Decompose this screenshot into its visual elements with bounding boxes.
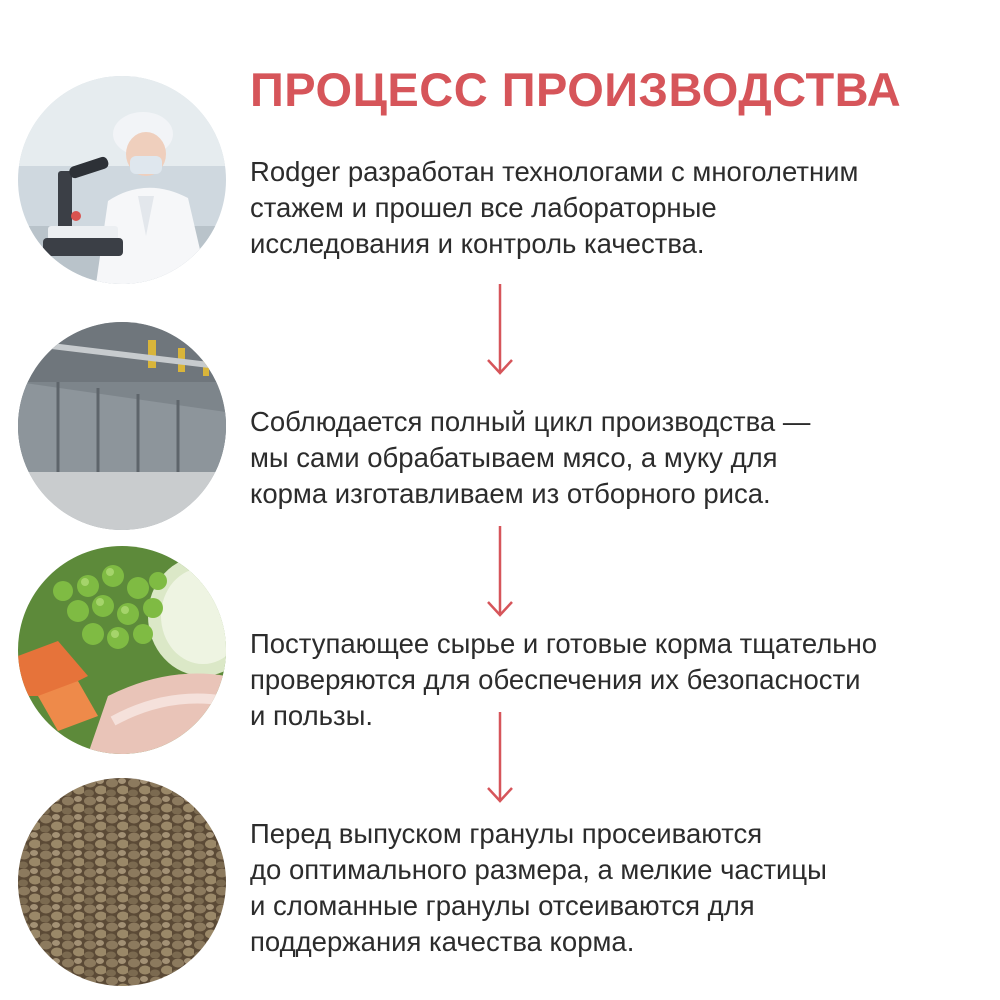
step-2-line-3: корма изготавливаем из отборного риса. bbox=[250, 478, 771, 509]
arrow-down-icon bbox=[486, 712, 514, 804]
step-4-line-2: до оптимального размера, а мелкие частицы bbox=[250, 854, 827, 885]
step-4-line-3: и сломанные гранулы отсеиваются для bbox=[250, 890, 755, 921]
step-3-text bbox=[250, 626, 985, 734]
step-3-line-3: и пользы. bbox=[250, 700, 373, 731]
step-2-line-1: Соблюдается полный цикл производства — bbox=[250, 406, 811, 437]
kibble-photo bbox=[18, 778, 226, 986]
step-3-line-2: проверяются для обеспечения их безопасности bbox=[250, 664, 861, 695]
step-1-line-3: исследования и контроль качества. bbox=[250, 228, 705, 259]
laboratory-photo bbox=[18, 76, 226, 284]
arrow-down-icon bbox=[486, 526, 514, 618]
step-2-line-2: мы сами обрабатываем мясо, а муку для bbox=[250, 442, 778, 473]
ingredients-photo bbox=[18, 546, 226, 754]
step-4-text bbox=[250, 816, 985, 960]
step-1-line-1: Rodger разработан технологами с многолетним bbox=[250, 156, 859, 187]
step-3-line-1: Поступающее сырье и готовые корма тщательно bbox=[250, 628, 878, 659]
arrow-down-icon bbox=[486, 284, 514, 376]
step-2-text bbox=[250, 404, 985, 512]
page-title: ПРОЦЕСС ПРОИЗВОДСТВА bbox=[250, 63, 902, 116]
step-1-text bbox=[250, 154, 985, 262]
step-4-line-4: поддержания качества корма. bbox=[250, 926, 635, 957]
step-4-line-1: Перед выпуском гранулы просеиваются bbox=[250, 818, 763, 849]
factory-photo bbox=[18, 322, 226, 530]
step-1-line-2: стажем и прошел все лабораторные bbox=[250, 192, 717, 223]
